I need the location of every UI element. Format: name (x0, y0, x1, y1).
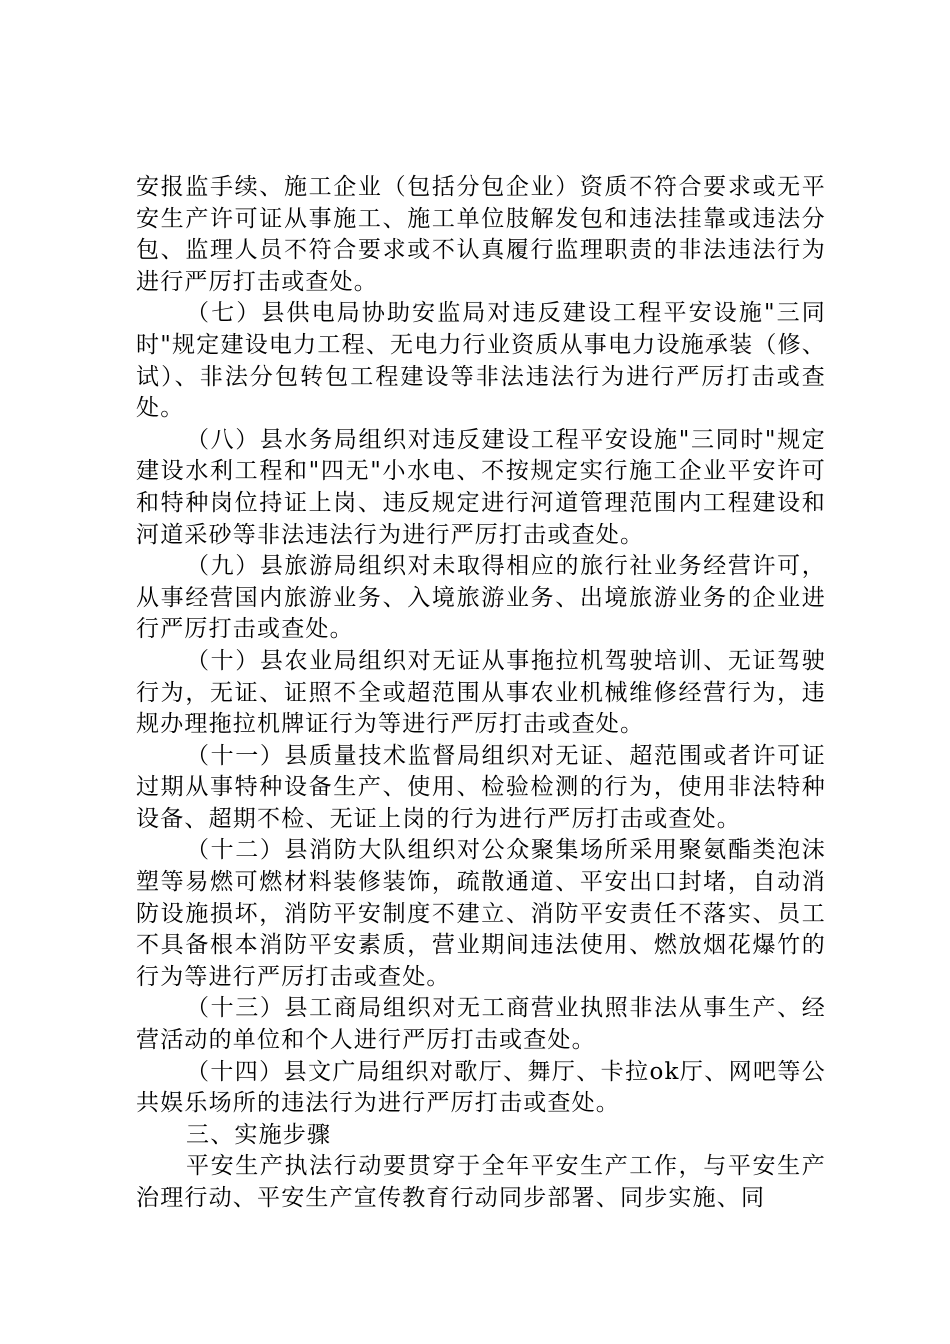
paragraph-item-8: （八）县水务局组织对违反建设工程平安设施"三同时"规定建设水利工程和"四无"小水电、不按规定实行施工企业平安许可和特种岗位持证上岗、违反规定进行河道管理范围内工程建设和河道采砂等非法违法行为进行严厉打击或查处。 (136, 426, 826, 548)
section-heading-implementation-steps: 三、实施步骤 (186, 1121, 332, 1148)
paragraph-item-11: （十一）县质量技术监督局组织对无证、超范围或者许可证过期从事特种设备生产、使用、检验检测的行为，使用非法特种设备、超期不检、无证上岗的行为进行严厉打击或查处。 (136, 742, 826, 832)
paragraph-item-10: （十）县农业局组织对无证从事拖拉机驾驶培训、无证驾驶行为，无证、证照不全或超范围从事农业机械维修经营行为，违规办理拖拉机牌证行为等进行严厉打击或查处。 (136, 647, 826, 738)
paragraph-item-13: （十三）县工商局组织对无工商营业执照非法从事生产、经营活动的单位和个人进行严厉打击或查处。 (136, 995, 826, 1054)
paragraph-item-9: （九）县旅游局组织对未取得相应的旅行社业务经营许可，从事经营国内旅游业务、入境旅游业务、出境旅游业务的企业进行严厉打击或查处。 (136, 553, 826, 643)
paragraph-item-7: （七）县供电局协助安监局对违反建设工程平安设施"三同时"规定建设电力工程、无电力行业资质从事电力设施承装（修、试）、非法分包转包工程建设等非法违法行为进行严厉打击或查处。 (136, 300, 826, 422)
paragraph-continuation: 安报监手续、施工企业（包括分包企业）资质不符合要求或无平安生产许可证从事施工、施工单位肢解发包和违法挂靠或违法分包、监理人员不符合要求或不认真履行监理职责的非法违法行为进行严厉打击或查处。 (136, 174, 826, 295)
paragraph-item-12: （十二）县消防大队组织对公众聚集场所采用聚氨酯类泡沫塑等易燃可燃材料装修装饰，疏散通道、平安出口封堵，自动消防设施损坏，消防平安制度不建立、消防平安责任不落实、员工不具备根本消防平安素质，营业期间违法使用、燃放烟花爆竹的行为等进行严厉打击或查处。 (136, 837, 826, 990)
paragraph-implementation: 平安生产执法行动要贯穿于全年平安生产工作，与平安生产治理行动、平安生产宣传教育行动同步部署、同步实施、同 (136, 1153, 826, 1211)
paragraph-item-14: （十四）县文广局组织对歌厅、舞厅、卡拉ok厅、网吧等公共娱乐场所的违法行为进行严厉打击或查处。 (136, 1058, 826, 1117)
document-body (136, 172, 826, 1215)
